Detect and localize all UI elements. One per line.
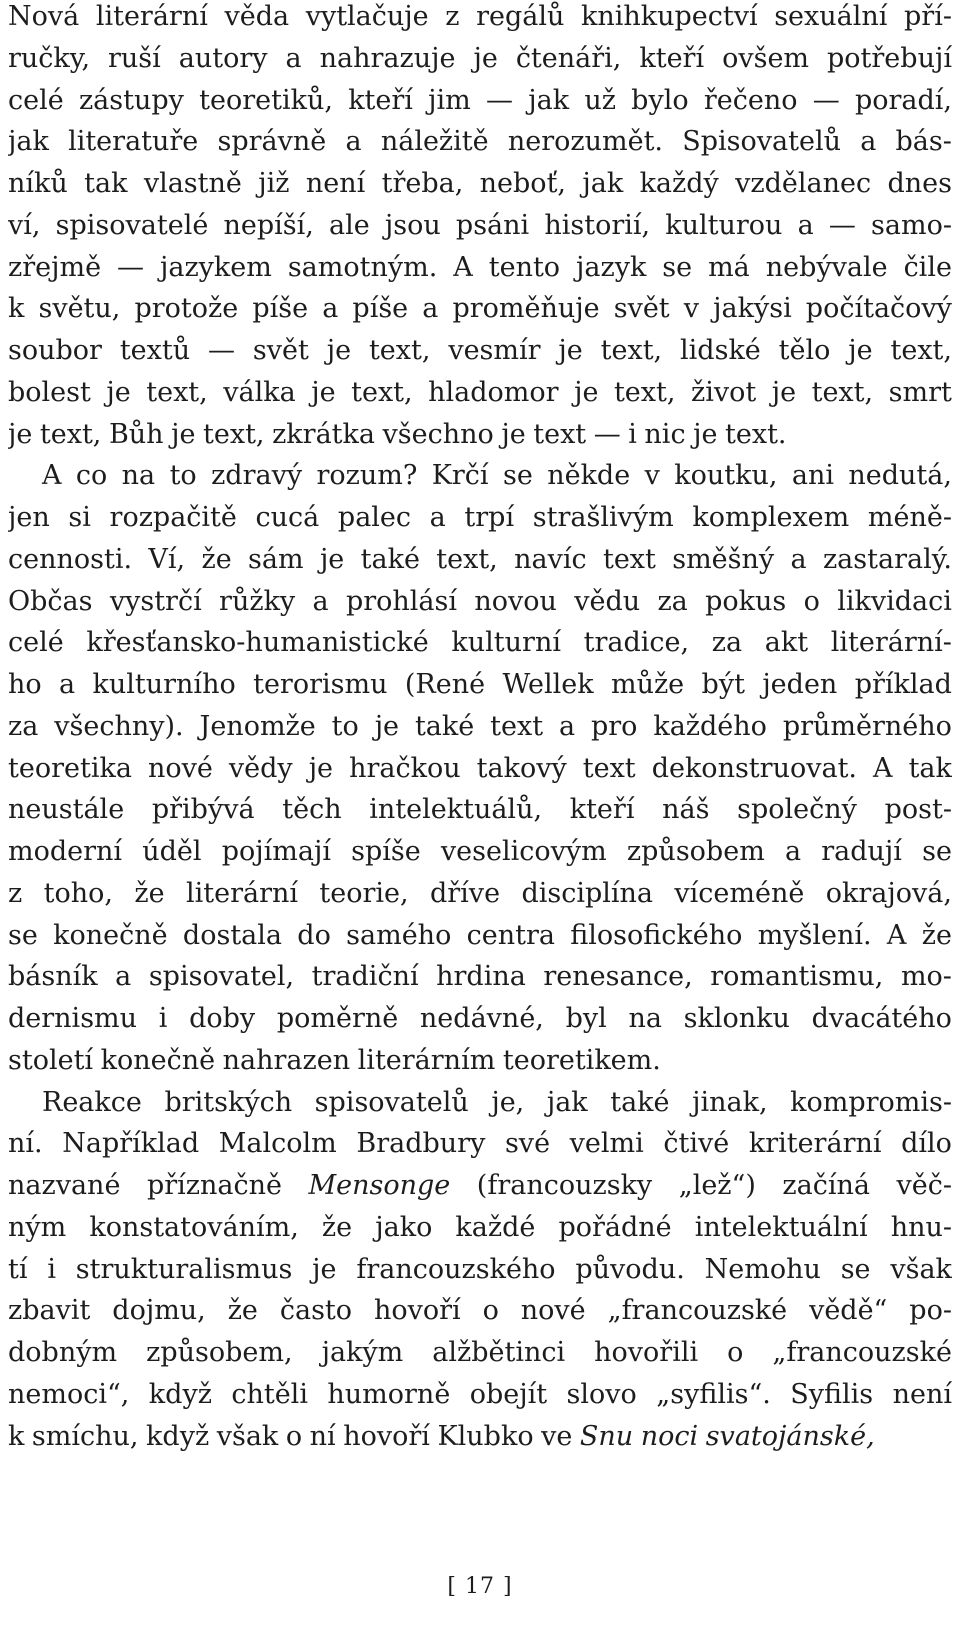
text-line: bolest je text, válka je text, hladomor je text, život je text, smrt (8, 376, 952, 408)
text-line: básník a spisovatel, tradiční hrdina renesance, romantismu, mo- (8, 961, 952, 993)
text-line: níků tak vlastně již není třeba, neboť, jak každý vzdělanec dnes (8, 168, 952, 199)
text-line: ví, spisovatelé nepíší, ale jsou psáni historií, kulturou a — samo- (8, 209, 952, 241)
text-line: k smíchu, když však o ní hovoří Klubko ve Snu noci svatojánské, (8, 1420, 875, 1452)
page-number: [ 17 ] (447, 1574, 513, 1599)
text-line: jak literatuře správně a náležitě nerozumět. Spisovatelů a bás- (8, 126, 952, 158)
text-line: cennosti. Ví, že sám je také text, navíc text směšný a zastaralý. (8, 543, 952, 575)
text-line: za všechny). Jenomže to je také text a pro každého průměrného (8, 710, 952, 742)
text-line: jen si rozpačitě cucá palec a trpí strašlivým komplexem méně- (8, 502, 952, 533)
text-line: dernismu i doby poměrně nedávné, byl na sklonku dvacátého (8, 1003, 952, 1034)
text-line: ní. Například Malcolm Bradbury své velmi čtivé kriterární dílo (8, 1128, 952, 1160)
paragraph (8, 455, 952, 1081)
paragraph (8, 0, 952, 455)
text-line: Reakce britských spisovatelů je, jak také jinak, kompromis- (42, 1086, 952, 1118)
text-line: k světu, protože píše a píše a proměňuje svět v jakýsi počítačový (8, 293, 952, 325)
text-line: ho a kulturního terorismu (René Wellek může být jeden příklad (8, 669, 952, 700)
text-line: neustále přibývá těch intelektuálů, kteří náš společný post- (8, 794, 952, 826)
text-line: tí i strukturalismus je francouzského původu. Nemohu se však (8, 1253, 952, 1285)
text-line: z toho, že literární teorie, dříve disciplína víceméně okrajová, (8, 877, 952, 909)
text-line: A co na to zdravý rozum? Krčí se někde v koutku, ani nedutá, (42, 460, 952, 492)
text-line: Občas vystrčí růžky a prohlásí novou vědu za pokus o likvidaci (8, 585, 952, 617)
text-line: ručky, ruší autory a nahrazuje je čtenáři, kteří ovšem potřebují (8, 42, 952, 74)
text-line: nazvané příznačně Mensonge (francouzsky „lež“) začíná věč- (8, 1170, 952, 1201)
text-line: celé křesťansko-humanistické kulturní tradice, za akt literární- (8, 627, 952, 659)
text-line: celé zástupy teoretiků, kteří jim — jak už bylo řečeno — poradí, (8, 84, 952, 116)
text-line: Nová literární věda vytlačuje z regálů knihkupectví sexuální pří- (8, 1, 952, 32)
text-line: teoretika nové vědy je hračkou takový text dekonstruovat. A tak (8, 752, 952, 784)
text-line: nemoci“, když chtěli humorně obejít slovo „syfilis“. Syfilis není (8, 1378, 952, 1410)
text-line: zbavit dojmu, že často hovoří o nové „francouzské vědě“ po- (8, 1295, 952, 1327)
text-line: je text, Bůh je text, zkrátka všechno je text — i nic je text. (8, 418, 787, 450)
text-line: století konečně nahrazen literárním teoretikem. (8, 1044, 661, 1076)
text-line: moderní úděl pojímají spíše veselicovým způsobem a radují se (8, 836, 952, 867)
paragraph (8, 1082, 952, 1458)
text-line: soubor textů — svět je text, vesmír je text, lidské tělo je text, (8, 335, 952, 366)
text-line: dobným způsobem, jakým alžbětinci hovořili o „francouzské (8, 1337, 952, 1368)
text-line: se konečně dostala do samého centra filosofického myšlení. A že (8, 919, 952, 951)
body-text (8, 0, 952, 1457)
text-line: ným konstatováním, že jako každé pořádné intelektuální hnu- (8, 1211, 952, 1243)
text-line: zřejmě — jazykem samotným. A tento jazyk se má nebývale čile (8, 251, 952, 283)
